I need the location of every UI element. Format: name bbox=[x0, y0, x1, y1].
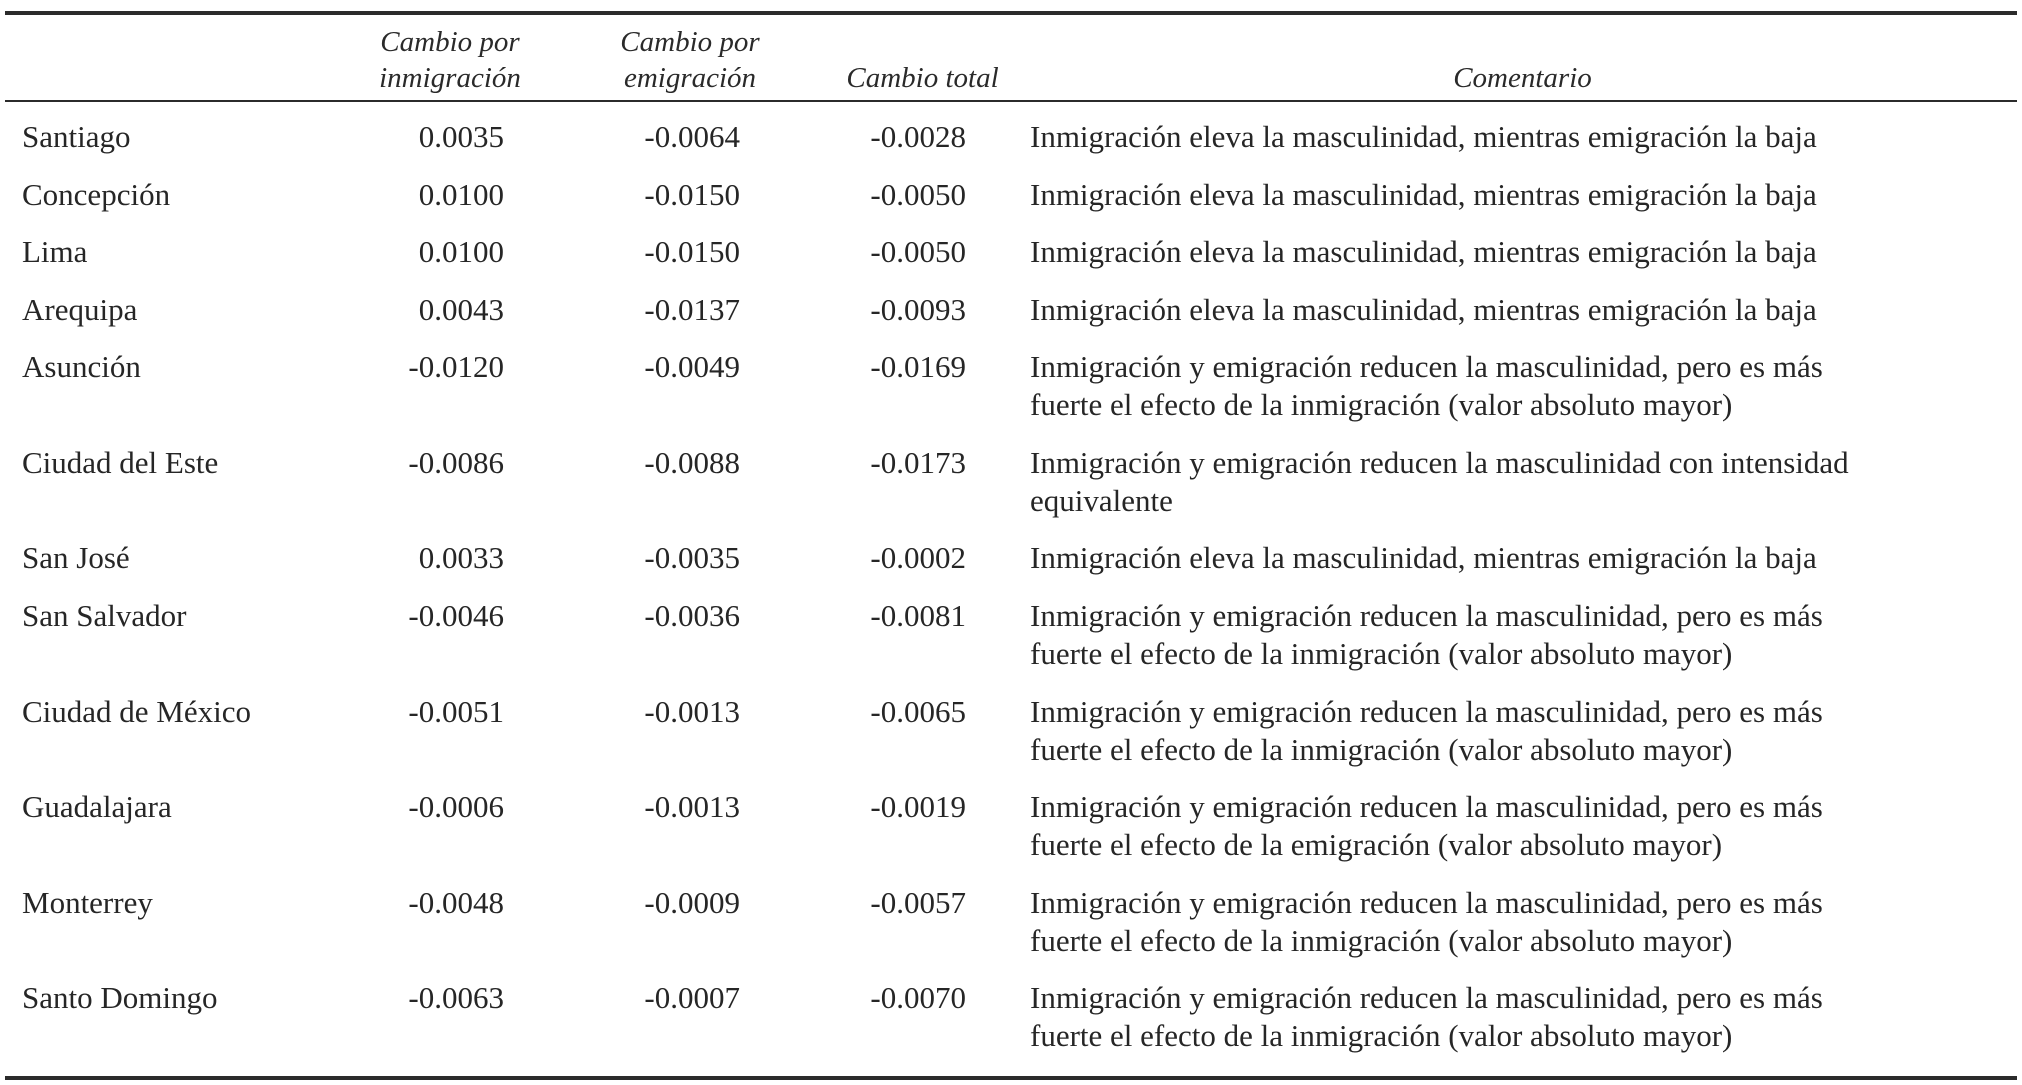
city-cell: Santiago bbox=[22, 119, 131, 154]
city-cell: Ciudad de México bbox=[22, 694, 252, 729]
comment-line: fuerte el efecto de la inmigración (valor absoluto mayor) bbox=[1030, 387, 1733, 422]
header-immigration-line1: Cambio por bbox=[380, 26, 520, 58]
comment-line: fuerte el efecto de la inmigración (valor absoluto mayor) bbox=[1030, 1018, 1733, 1053]
header-rule bbox=[5, 100, 2017, 102]
header-immigration-line2: inmigración bbox=[379, 62, 521, 94]
comment-line: Inmigración eleva la masculinidad, mientras emigración la baja bbox=[1030, 119, 1817, 154]
emigration-cell: -0.0007 bbox=[644, 980, 740, 1015]
comment-cell bbox=[1030, 444, 2020, 520]
header-emigration-line2: emigración bbox=[623, 62, 757, 94]
total-cell: -0.0050 bbox=[870, 177, 966, 212]
immigration-cell: -0.0048 bbox=[408, 885, 504, 920]
comment-line: Inmigración y emigración reducen la masculinidad, pero es más bbox=[1030, 789, 1823, 824]
city-cell: San José bbox=[22, 540, 130, 575]
city-cell: Guadalajara bbox=[22, 789, 172, 824]
comment-cell bbox=[1030, 597, 2020, 673]
emigration-cell: -0.0013 bbox=[644, 694, 740, 729]
comment-cell bbox=[1030, 693, 2020, 769]
city-cell: Arequipa bbox=[22, 292, 138, 327]
city-cell: Ciudad del Este bbox=[22, 445, 219, 480]
comment-line: Inmigración y emigración reducen la masculinidad, pero es más bbox=[1030, 694, 1823, 729]
total-cell: -0.0028 bbox=[870, 119, 966, 154]
total-cell: -0.0093 bbox=[870, 292, 966, 327]
comment-cell bbox=[1030, 539, 2020, 577]
comment-cell bbox=[1030, 884, 2020, 960]
immigration-cell: -0.0051 bbox=[408, 694, 504, 729]
comment-cell bbox=[1030, 291, 2020, 329]
total-cell: -0.0050 bbox=[870, 234, 966, 269]
comment-line: Inmigración eleva la masculinidad, mientras emigración la baja bbox=[1030, 540, 1817, 575]
header-total-change: Cambio total bbox=[846, 62, 999, 94]
header-emigration-line1: Cambio por bbox=[620, 26, 760, 58]
comment-line: Inmigración y emigración reducen la masculinidad, pero es más bbox=[1030, 598, 1823, 633]
immigration-cell: -0.0120 bbox=[408, 349, 504, 384]
comment-cell bbox=[1030, 788, 2020, 864]
total-cell: -0.0081 bbox=[870, 598, 966, 633]
emigration-cell: -0.0049 bbox=[644, 349, 740, 384]
emigration-cell: -0.0137 bbox=[644, 292, 740, 327]
emigration-cell: -0.0009 bbox=[644, 885, 740, 920]
city-cell: Concepción bbox=[22, 177, 171, 212]
comment-line: fuerte el efecto de la inmigración (valor absoluto mayor) bbox=[1030, 636, 1733, 671]
total-cell: -0.0019 bbox=[870, 789, 966, 824]
city-cell: Asunción bbox=[22, 349, 141, 384]
comment-line: Inmigración y emigración reducen la masculinidad, pero es más bbox=[1030, 980, 1823, 1015]
comment-line: fuerte el efecto de la inmigración (valor absoluto mayor) bbox=[1030, 923, 1733, 958]
total-cell: -0.0057 bbox=[870, 885, 966, 920]
comment-cell bbox=[1030, 176, 2020, 214]
comment-line: equivalente bbox=[1030, 483, 1173, 518]
immigration-cell: 0.0100 bbox=[418, 234, 504, 269]
immigration-cell: -0.0046 bbox=[408, 598, 504, 633]
total-cell: -0.0070 bbox=[870, 980, 966, 1015]
comment-line: Inmigración eleva la masculinidad, mientras emigración la baja bbox=[1030, 177, 1817, 212]
emigration-cell: -0.0064 bbox=[644, 119, 740, 154]
emigration-cell: -0.0150 bbox=[644, 177, 740, 212]
emigration-cell: -0.0088 bbox=[644, 445, 740, 480]
emigration-cell: -0.0036 bbox=[644, 598, 740, 633]
comment-line: fuerte el efecto de la inmigración (valor absoluto mayor) bbox=[1030, 732, 1733, 767]
immigration-cell: -0.0086 bbox=[408, 445, 504, 480]
header-comment: Comentario bbox=[1453, 62, 1592, 94]
comment-cell bbox=[1030, 979, 2020, 1055]
immigration-cell: -0.0063 bbox=[408, 980, 504, 1015]
header-immigration-change bbox=[350, 24, 550, 96]
comment-line: Inmigración y emigración reducen la masculinidad con intensidad bbox=[1030, 445, 1849, 480]
comment-line: Inmigración eleva la masculinidad, mientras emigración la baja bbox=[1030, 292, 1817, 327]
comment-cell bbox=[1030, 348, 2020, 424]
total-cell: -0.0002 bbox=[870, 540, 966, 575]
immigration-cell: 0.0033 bbox=[418, 540, 504, 575]
immigration-cell: 0.0100 bbox=[418, 177, 504, 212]
top-rule bbox=[5, 11, 2017, 15]
city-cell: Lima bbox=[22, 234, 88, 269]
total-cell: -0.0173 bbox=[870, 445, 966, 480]
total-cell: -0.0169 bbox=[870, 349, 966, 384]
city-cell: Santo Domingo bbox=[22, 980, 218, 1015]
comment-cell bbox=[1030, 233, 2020, 271]
comment-line: fuerte el efecto de la emigración (valor absoluto mayor) bbox=[1030, 827, 1723, 862]
comment-line: Inmigración eleva la masculinidad, mientras emigración la baja bbox=[1030, 234, 1817, 269]
immigration-cell: 0.0035 bbox=[418, 119, 504, 154]
emigration-cell: -0.0150 bbox=[644, 234, 740, 269]
immigration-cell: -0.0006 bbox=[408, 789, 504, 824]
comment-line: Inmigración y emigración reducen la masculinidad, pero es más bbox=[1030, 885, 1823, 920]
emigration-cell: -0.0035 bbox=[644, 540, 740, 575]
immigration-cell: 0.0043 bbox=[418, 292, 504, 327]
comment-cell bbox=[1030, 118, 2020, 156]
emigration-cell: -0.0013 bbox=[644, 789, 740, 824]
city-cell: Monterrey bbox=[22, 885, 153, 920]
total-cell: -0.0065 bbox=[870, 694, 966, 729]
header-emigration-change bbox=[585, 24, 795, 96]
comment-line: Inmigración y emigración reducen la masculinidad, pero es más bbox=[1030, 349, 1823, 384]
city-cell: San Salvador bbox=[22, 598, 187, 633]
bottom-rule bbox=[5, 1076, 2017, 1080]
